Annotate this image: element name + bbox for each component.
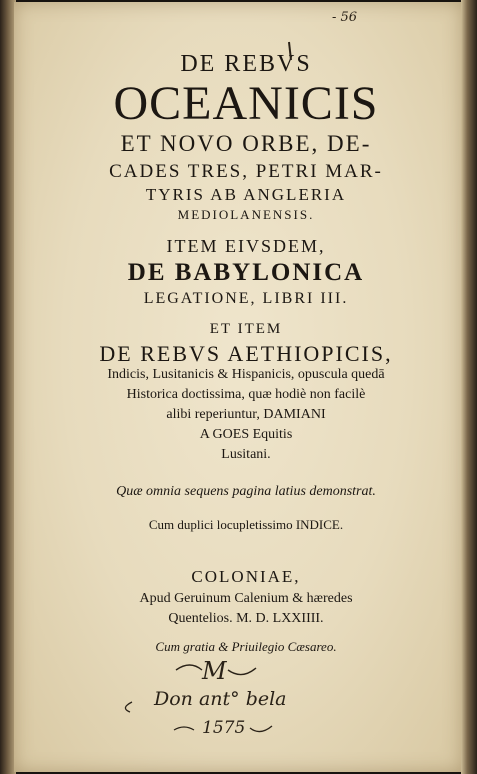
title-page bbox=[14, 2, 462, 772]
body-line: Indicis, Lusitanicis & Hispanicis, opuscula quedā bbox=[107, 367, 385, 382]
main-title: OCEANICIS bbox=[113, 77, 379, 130]
owner-inscription: Don ant° bela bbox=[154, 688, 287, 710]
page-edge bbox=[461, 0, 477, 774]
body-line: alibi reperiuntur, DAMIANI bbox=[166, 407, 326, 422]
title-line: DE REBVS bbox=[180, 51, 312, 77]
title-line: DE REBVS AETHIOPICIS, bbox=[99, 341, 393, 366]
imprint-date: Quentelios. M. D. LXXIIII. bbox=[168, 611, 324, 626]
imprint-publisher: Apud Geruinum Calenium & hæredes bbox=[139, 591, 353, 606]
shelf-mark: - 56 bbox=[332, 10, 358, 25]
title-line: ET NOVO ORBE, DE- bbox=[120, 131, 372, 156]
imprint-city: COLONIAE, bbox=[191, 567, 301, 586]
title-line: TYRIS AB ANGLERIA bbox=[145, 185, 347, 204]
index-note: Cum duplici locupletissimo INDICE. bbox=[148, 517, 344, 532]
title-line: ET ITEM bbox=[209, 321, 283, 337]
monogram-mark: M bbox=[202, 657, 227, 685]
body-line: A GOES Equitis bbox=[199, 427, 293, 442]
title-line: ITEM EIVSDEM, bbox=[166, 236, 326, 256]
body-line: Historica doctissima, quæ hodiè non facilè bbox=[126, 387, 366, 402]
contents-note: Quæ omnia sequens pagina latius demonstrat. bbox=[116, 484, 376, 499]
body-line: Lusitani. bbox=[221, 447, 271, 462]
year-inscription: 1575 bbox=[202, 718, 246, 738]
title-line: DE BABYLONICA bbox=[127, 259, 365, 286]
title-line: LEGATIONE, LIBRI III. bbox=[143, 290, 349, 307]
title-line: CADES TRES, PETRI MAR- bbox=[109, 161, 383, 182]
title-line: MEDIOLANENSIS. bbox=[177, 207, 315, 222]
privilege-line: Cum gratia & Priuilegio Cæsareo. bbox=[155, 639, 337, 654]
ink-flourishes bbox=[14, 2, 462, 772]
